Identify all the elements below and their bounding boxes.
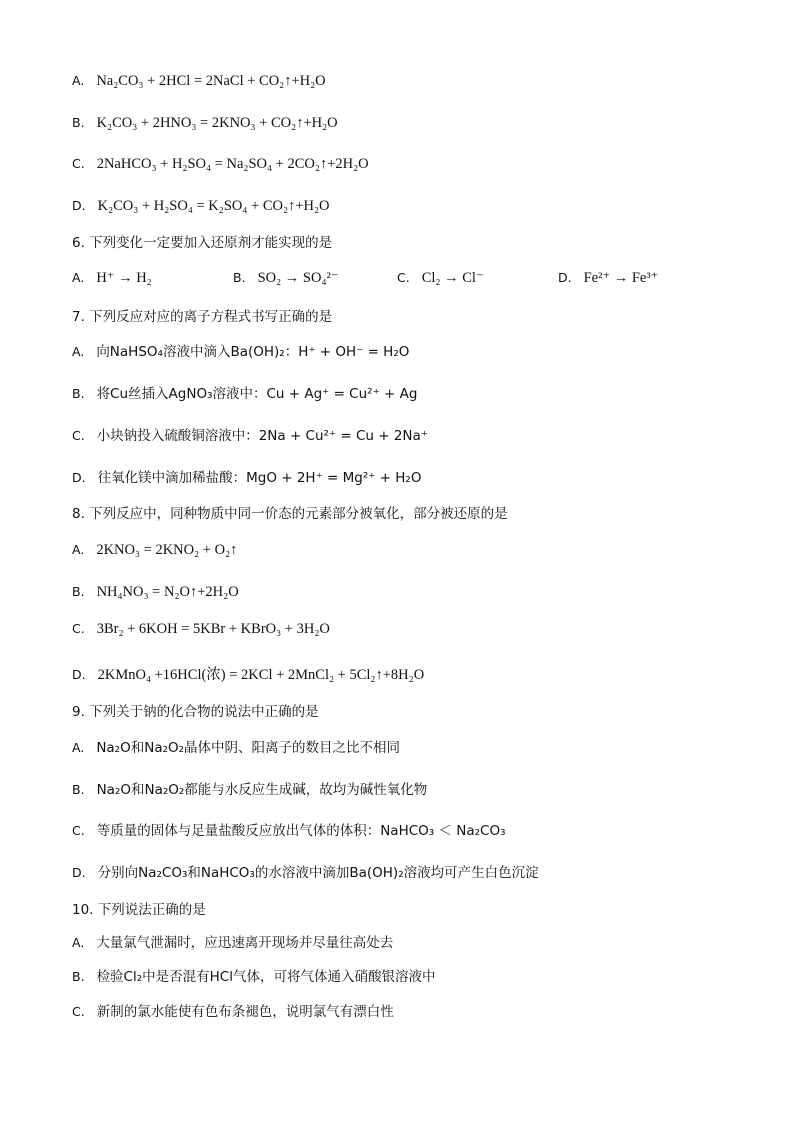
- option-text: 新制的氯水能使有色布条褪色，说明氯气有漂白性: [96, 1004, 394, 1020]
- option-label: B.: [72, 782, 85, 797]
- option-label: C.: [72, 428, 85, 443]
- q6-title: 6. 下列变化一定要加入还原剂才能实现的是: [72, 235, 333, 251]
- equation: SO₂ → SO₄²⁻: [257, 270, 339, 286]
- q9-title: 9. 下列关于钠的化合物的说法中正确的是: [72, 704, 319, 720]
- option-label: D.: [72, 865, 86, 880]
- option-label: D.: [72, 470, 86, 485]
- equation: Fe²⁺ → Fe³⁺: [583, 270, 659, 286]
- option-label: A.: [72, 270, 85, 285]
- option-text: Na₂O和Na₂O₂都能与水反应生成碱，故均为碱性氧化物: [96, 782, 428, 798]
- option-label: A.: [72, 935, 85, 950]
- q7-option-c: [72, 427, 428, 445]
- option-label: C.: [397, 270, 410, 285]
- equation: 2KNO₃ = 2KNO₂ + O₂↑: [96, 542, 238, 558]
- q8-title: 8. 下列反应中，同种物质中同一价态的元素部分被氧化，部分被还原的是: [72, 506, 508, 522]
- q9-option-b: [72, 781, 427, 799]
- option-label: C.: [72, 156, 85, 171]
- option-label: C.: [72, 1004, 85, 1019]
- q9-option-a: [72, 739, 400, 757]
- q5-option-a: [72, 72, 326, 90]
- option-label: B.: [233, 270, 246, 285]
- option-text: 向NaHSO₄溶液中滴入Ba(OH)₂：H⁺ + OH⁻ = H₂O: [96, 344, 410, 360]
- option-label: B.: [72, 115, 85, 130]
- option-text: 将Cu丝插入AgNO₃溶液中：Cu + Ag⁺ = Cu²⁺ + Ag: [96, 386, 418, 402]
- q7-option-d: [72, 469, 421, 487]
- equation: 2KMnO₄ +16HCl(浓) = 2KCl + 2MnCl₂ + 5Cl₂↑+8H₂O: [97, 667, 425, 683]
- equation: Na₂CO₃ + 2HCl = 2NaCl + CO₂↑+H₂O: [96, 73, 326, 89]
- q6-option-a: [72, 270, 152, 287]
- q8-option-d: [72, 666, 424, 684]
- option-text: 往氧化镁中滴加稀盐酸：MgO + 2H⁺ = Mg²⁺ + H₂O: [97, 470, 422, 486]
- q10-option-c: [72, 1003, 394, 1021]
- q5-option-d: [72, 197, 329, 215]
- q10-option-b: [72, 968, 435, 986]
- equation: K₂CO₃ + H₂SO₄ = K₂SO₄ + CO₂↑+H₂O: [97, 198, 330, 214]
- option-label: C.: [72, 621, 85, 636]
- option-label: D.: [72, 667, 86, 682]
- option-text: 分别向Na₂CO₃和NaHCO₃的水溶液中滴加Ba(OH)₂溶液均可产生白色沉淀: [97, 865, 539, 881]
- option-text: 检验Cl₂中是否混有HCl气体，可将气体通入硝酸银溶液中: [96, 969, 436, 985]
- option-label: C.: [72, 823, 85, 838]
- option-text: 大量氯气泄漏时，应迅速离开现场并尽量往高处去: [96, 935, 394, 951]
- q8-option-a: [72, 541, 237, 559]
- q7-option-a: [72, 343, 409, 361]
- q8-option-c: [72, 620, 330, 638]
- equation: K₂CO₃ + 2HNO₃ = 2KNO₃ + CO₂↑+H₂O: [96, 115, 338, 131]
- q10-option-a: [72, 934, 393, 952]
- equation: 3Br₂ + 6KOH = 5KBr + KBrO₃ + 3H₂O: [96, 621, 330, 637]
- equation: Cl₂ → Cl⁻: [421, 270, 484, 286]
- option-text: Na₂O和Na₂O₂晶体中阴、阳离子的数目之比不相同: [96, 740, 401, 756]
- q6-options-row: [72, 270, 754, 290]
- q10-title: 10. 下列说法正确的是: [72, 902, 206, 918]
- q7-option-b: [72, 385, 417, 403]
- equation: H⁺ → H₂: [96, 270, 152, 286]
- option-label: B.: [72, 969, 85, 984]
- q9-option-d: [72, 864, 539, 882]
- q9-option-c: [72, 822, 506, 840]
- option-text: 小块钠投入硫酸铜溶液中：2Na + Cu²⁺ = Cu + 2Na⁺: [96, 428, 428, 444]
- q5-option-c: [72, 155, 369, 173]
- option-label: A.: [72, 542, 85, 557]
- q6-option-d: [558, 270, 658, 287]
- option-label: A.: [72, 344, 85, 359]
- q7-title: 7. 下列反应对应的离子方程式书写正确的是: [72, 309, 333, 325]
- q6-option-b: [233, 270, 339, 287]
- option-label: D.: [558, 270, 572, 285]
- option-text: 等质量的固体与足量盐酸反应放出气体的体积：NaHCO₃ ＜ Na₂CO₃: [96, 823, 506, 839]
- option-label: A.: [72, 73, 85, 88]
- q5-option-b: [72, 114, 338, 132]
- q8-option-b: [72, 583, 239, 601]
- q6-option-c: [397, 270, 484, 287]
- equation: NH₄NO₃ = N₂O↑+2H₂O: [96, 584, 239, 600]
- equation: 2NaHCO₃ + H₂SO₄ = Na₂SO₄ + 2CO₂↑+2H₂O: [96, 156, 369, 172]
- option-label: D.: [72, 198, 86, 213]
- option-label: B.: [72, 584, 85, 599]
- option-label: A.: [72, 740, 85, 755]
- option-label: B.: [72, 386, 85, 401]
